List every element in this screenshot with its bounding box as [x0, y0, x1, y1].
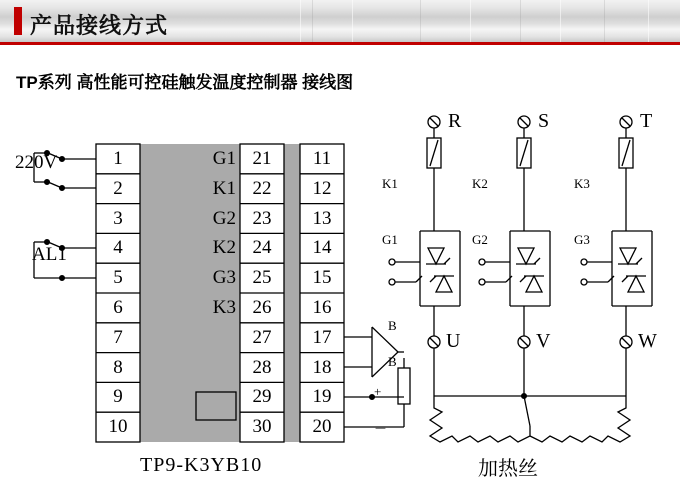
gate-label-g2: G2 [472, 232, 488, 247]
terminal-number: 24 [252, 237, 272, 258]
heater-caption: 加热丝 [478, 458, 538, 480]
terminal-number: 25 [252, 267, 272, 288]
terminal-number: 7 [113, 327, 123, 348]
terminal-number: 17 [312, 327, 332, 348]
terminal-number: 8 [113, 357, 123, 378]
terminal-number: 1 [113, 148, 123, 169]
terminal-number: 26 [252, 297, 272, 318]
terminal-number: 22 [252, 178, 272, 199]
terminal-number: 21 [252, 148, 272, 169]
device-model-caption: TP9-K3YB10 [140, 454, 263, 476]
output-polarity-label: + [374, 384, 382, 399]
wiring-diagram [0, 96, 680, 498]
terminal-number: 6 [113, 297, 123, 318]
terminal-number: 20 [312, 416, 332, 437]
terminal-number: 16 [312, 297, 332, 318]
phase-output-label-w: W [638, 330, 657, 352]
terminal-number: 11 [312, 148, 332, 169]
terminal-number: 28 [252, 357, 272, 378]
header-divider [0, 42, 680, 45]
terminal-number: 3 [113, 208, 123, 229]
signal-label: G2 [212, 208, 236, 229]
terminal-number: 30 [252, 416, 272, 437]
terminal-number: 2 [113, 178, 123, 199]
output-polarity-label: － [374, 421, 388, 436]
gate-label-g3: G3 [574, 232, 590, 247]
phase-output-label-v: V [536, 330, 551, 352]
gate-label-g1: G1 [382, 232, 398, 247]
header-banner [0, 0, 680, 42]
phase-input-label-t: T [640, 110, 653, 132]
diagram-subtitle: TP系列 高性能可控硅触发温度控制器 接线图 [16, 73, 354, 92]
terminal-number: 29 [252, 386, 272, 407]
phase-output-label-u: U [446, 330, 461, 352]
phase-input-label-s: S [538, 110, 550, 132]
gate-label-k2: K2 [472, 176, 488, 191]
terminal-number: 27 [252, 327, 272, 348]
terminal-number: 10 [108, 416, 128, 437]
terminal-number: 15 [312, 267, 332, 288]
signal-label: K2 [212, 237, 236, 258]
terminal-number: 19 [312, 386, 332, 407]
output-terminal-label: B [388, 354, 397, 369]
header-accent-bar [14, 7, 22, 35]
signal-label: K1 [212, 178, 236, 199]
output-terminal-label: B [388, 318, 397, 333]
gate-label-k3: K3 [574, 176, 590, 191]
terminal-number: 13 [312, 208, 332, 229]
terminal-number: 23 [252, 208, 272, 229]
terminal-number: 4 [113, 237, 123, 258]
terminal-number: 5 [113, 267, 123, 288]
terminal-number: 18 [312, 357, 332, 378]
signal-label: G3 [212, 267, 236, 288]
power-supply-label: 220V [15, 152, 58, 173]
signal-label: K3 [212, 297, 236, 318]
phase-input-label-r: R [448, 110, 462, 132]
page-title: 产品接线方式 [30, 13, 169, 38]
terminal-number: 14 [312, 237, 332, 258]
terminal-number: 9 [113, 386, 123, 407]
terminal-number: 12 [312, 178, 332, 199]
alarm-label: AL1 [32, 244, 67, 265]
gate-label-k1: K1 [382, 176, 398, 191]
signal-label: G1 [212, 148, 236, 169]
